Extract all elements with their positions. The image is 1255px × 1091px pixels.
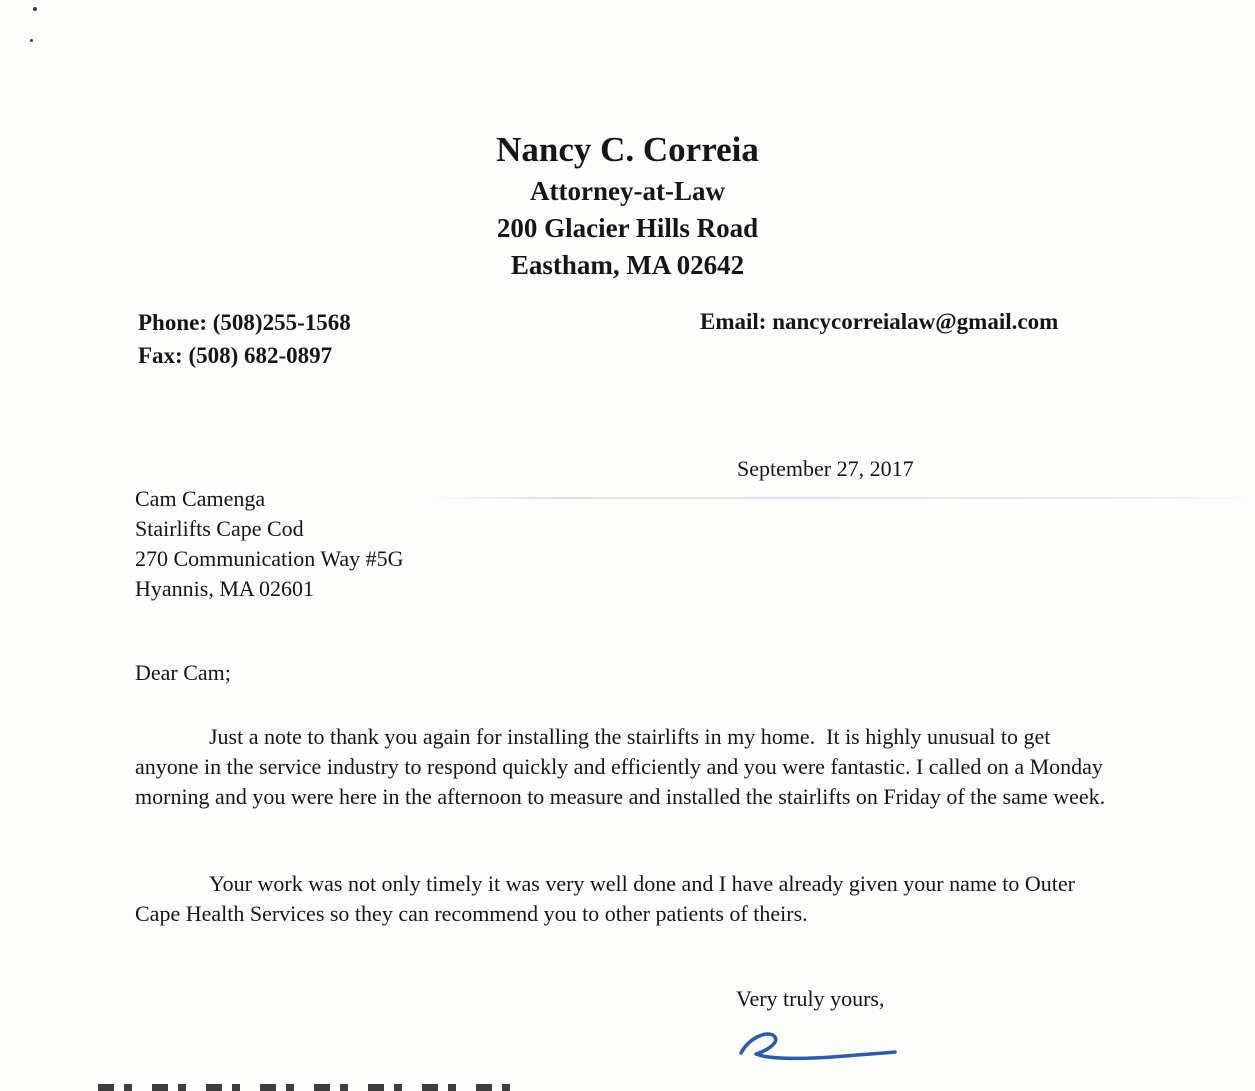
letter-closing: Very truly yours, [736, 986, 885, 1011]
letterhead-phone: Phone: (508)255-1568 [138, 310, 351, 335]
scan-artifact-line [430, 497, 1255, 499]
letterhead [0, 130, 1255, 284]
scan-speck [33, 7, 37, 11]
recipient-name: Cam Camenga [135, 486, 266, 511]
letterhead-address-line1: 200 Glacier Hills Road [496, 213, 759, 243]
letterhead-address-line2: Eastham, MA 02642 [510, 250, 745, 280]
letterhead-name: Nancy C. Correia [496, 130, 759, 169]
signature-ink-icon [733, 1026, 903, 1074]
letterhead-contact-left [138, 306, 351, 372]
letter-date: September 27, 2017 [737, 456, 914, 481]
recipient-address-block [135, 484, 404, 604]
recipient-street: 270 Communication Way #5G [135, 546, 404, 571]
recipient-company: Stairlifts Cape Cod [135, 516, 304, 541]
scan-speck [30, 39, 33, 42]
letterhead-fax: Fax: (508) 682-0897 [138, 343, 333, 368]
recipient-city: Hyannis, MA 02601 [135, 576, 315, 601]
letterhead-email: Email: nancycorreialaw@gmail.com [700, 309, 1059, 334]
letter-paragraph-1: Just a note to thank you again for installing the stairlifts in my home. It is highly unusual to get anyone in the service industry to respond quickly and efficiently and you were fantastic. I called on a Monday morning and you were here in the afternoon to measure and installed the stairlifts on Friday of the same week. [135, 724, 1109, 809]
letter-salutation: Dear Cam; [135, 660, 231, 685]
letterhead-title: Attorney-at-Law [530, 176, 725, 206]
letter-paragraph-2: Your work was not only timely it was very well done and I have already given your name to Outer Cape Health Services so they can recommend you to other patients of theirs. [135, 871, 1081, 926]
scan-cutoff-text-artifact [98, 1084, 528, 1091]
handwritten-signature-stroke [733, 1026, 903, 1074]
